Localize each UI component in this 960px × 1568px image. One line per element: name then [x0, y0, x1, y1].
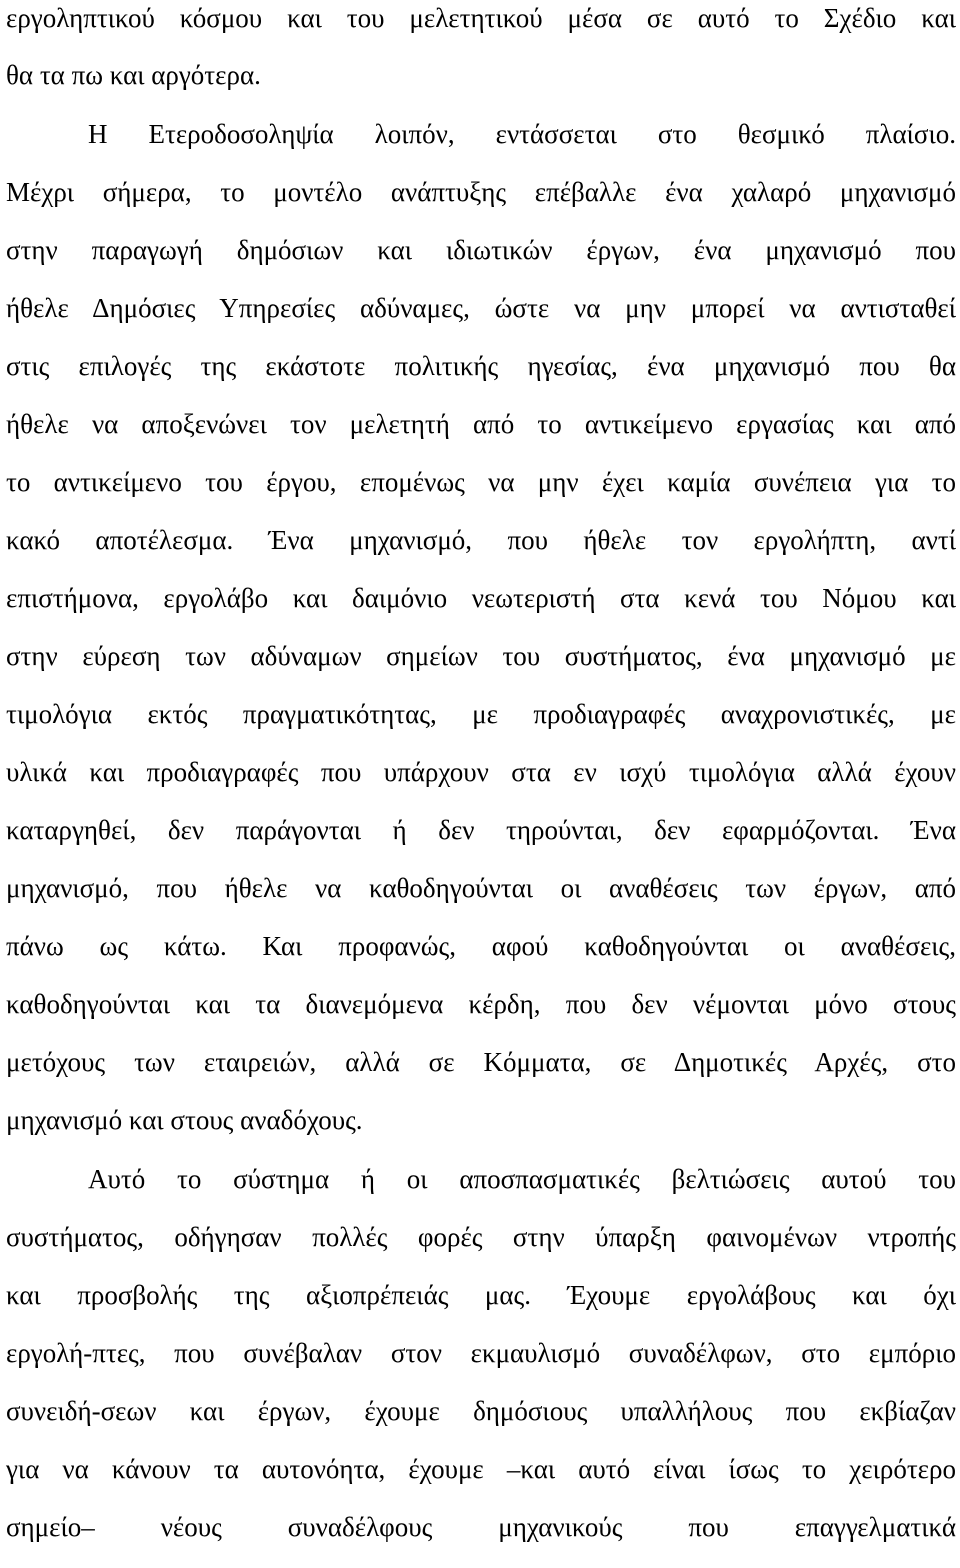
- text-line: συνειδή-σεων και έργων, έχουμε δημόσιους υπαλλήλους που εκβίαζαν: [6, 1396, 956, 1426]
- text-line: και προσβολής της αξιοπρέπειάς μας. Έχουμε εργολάβους και όχι: [6, 1280, 956, 1310]
- text-line: κακό αποτέλεσμα. Ένα μηχανισμό, που ήθελε τον εργολήπτη, αντί: [6, 525, 956, 555]
- text-line: καθοδηγούνται και τα διανεμόμενα κέρδη, που δεν νέμονται μόνο στους: [6, 989, 956, 1019]
- text-line: Η Ετεροδοσοληψία λοιπόν, εντάσσεται στο θεσμικό πλαίσιο.: [88, 119, 956, 149]
- text-line: Αυτό το σύστημα ή οι αποσπασματικές βελτιώσεις αυτού του: [88, 1164, 956, 1194]
- text-line: μηχανισμό, που ήθελε να καθοδηγούνται οι αναθέσεις των έργων, από: [6, 873, 956, 903]
- text-line: θα τα πω και αργότερα.: [6, 60, 261, 90]
- text-line: επιστήμονα, εργολάβο και δαιμόνιο νεωτεριστή στα κενά του Νόμου και: [6, 583, 956, 613]
- text-line: υλικά και προδιαγραφές που υπάρχουν στα εν ισχύ τιμολόγια αλλά έχουν: [6, 757, 956, 787]
- text-line: το αντικείμενο του έργου, επομένως να μην έχει καμία συνέπεια για το: [6, 467, 956, 497]
- text-line: ήθελε Δημόσιες Υπηρεσίες αδύναμες, ώστε να μην μπορεί να αντισταθεί: [6, 293, 956, 323]
- text-line: τιμολόγια εκτός πραγματικότητας, με προδιαγραφές αναχρονιστικές, με: [6, 699, 956, 729]
- text-line: καταργηθεί, δεν παράγονται ή δεν τηρούνται, δεν εφαρμόζονται. Ένα: [6, 815, 956, 845]
- text-line: για να κάνουν τα αυτονόητα, έχουμε –και αυτό είναι ίσως το χειρότερο: [6, 1454, 956, 1484]
- text-line: εργοληπτικού κόσμου και του μελετητικού μέσα σε αυτό το Σχέδιο και: [6, 3, 956, 33]
- text-line: Μέχρι σήμερα, το μοντέλο ανάπτυξης επέβαλλε ένα χαλαρό μηχανισμό: [6, 177, 956, 207]
- text-line: μηχανισμό και στους αναδόχους.: [6, 1105, 363, 1135]
- text-line: στην παραγωγή δημόσιων και ιδιωτικών έργων, ένα μηχανισμό που: [6, 235, 956, 265]
- text-line: στην εύρεση των αδύναμων σημείων του συστήματος, ένα μηχανισμό με: [6, 641, 956, 671]
- text-line: συστήματος, οδήγησαν πολλές φορές στην ύπαρξη φαινομένων ντροπής: [6, 1222, 956, 1252]
- text-line: εργολή-πτες, που συνέβαλαν στον εκμαυλισμό συναδέλφων, στο εμπόριο: [6, 1338, 956, 1368]
- text-line: ήθελε να αποξενώνει τον μελετητή από το αντικείμενο εργασίας και από: [6, 409, 956, 439]
- text-line: πάνω ως κάτω. Και προφανώς, αφού καθοδηγούνται οι αναθέσεις,: [6, 931, 956, 961]
- text-line: στις επιλογές της εκάστοτε πολιτικής ηγεσίας, ένα μηχανισμό που θα: [6, 351, 956, 381]
- text-line: σημείο– νέους συναδέλφους μηχανικούς που επαγγελματικά: [6, 1512, 956, 1542]
- text-line: μετόχους των εταιρειών, αλλά σε Κόμματα, σε Δημοτικές Αρχές, στο: [6, 1047, 956, 1077]
